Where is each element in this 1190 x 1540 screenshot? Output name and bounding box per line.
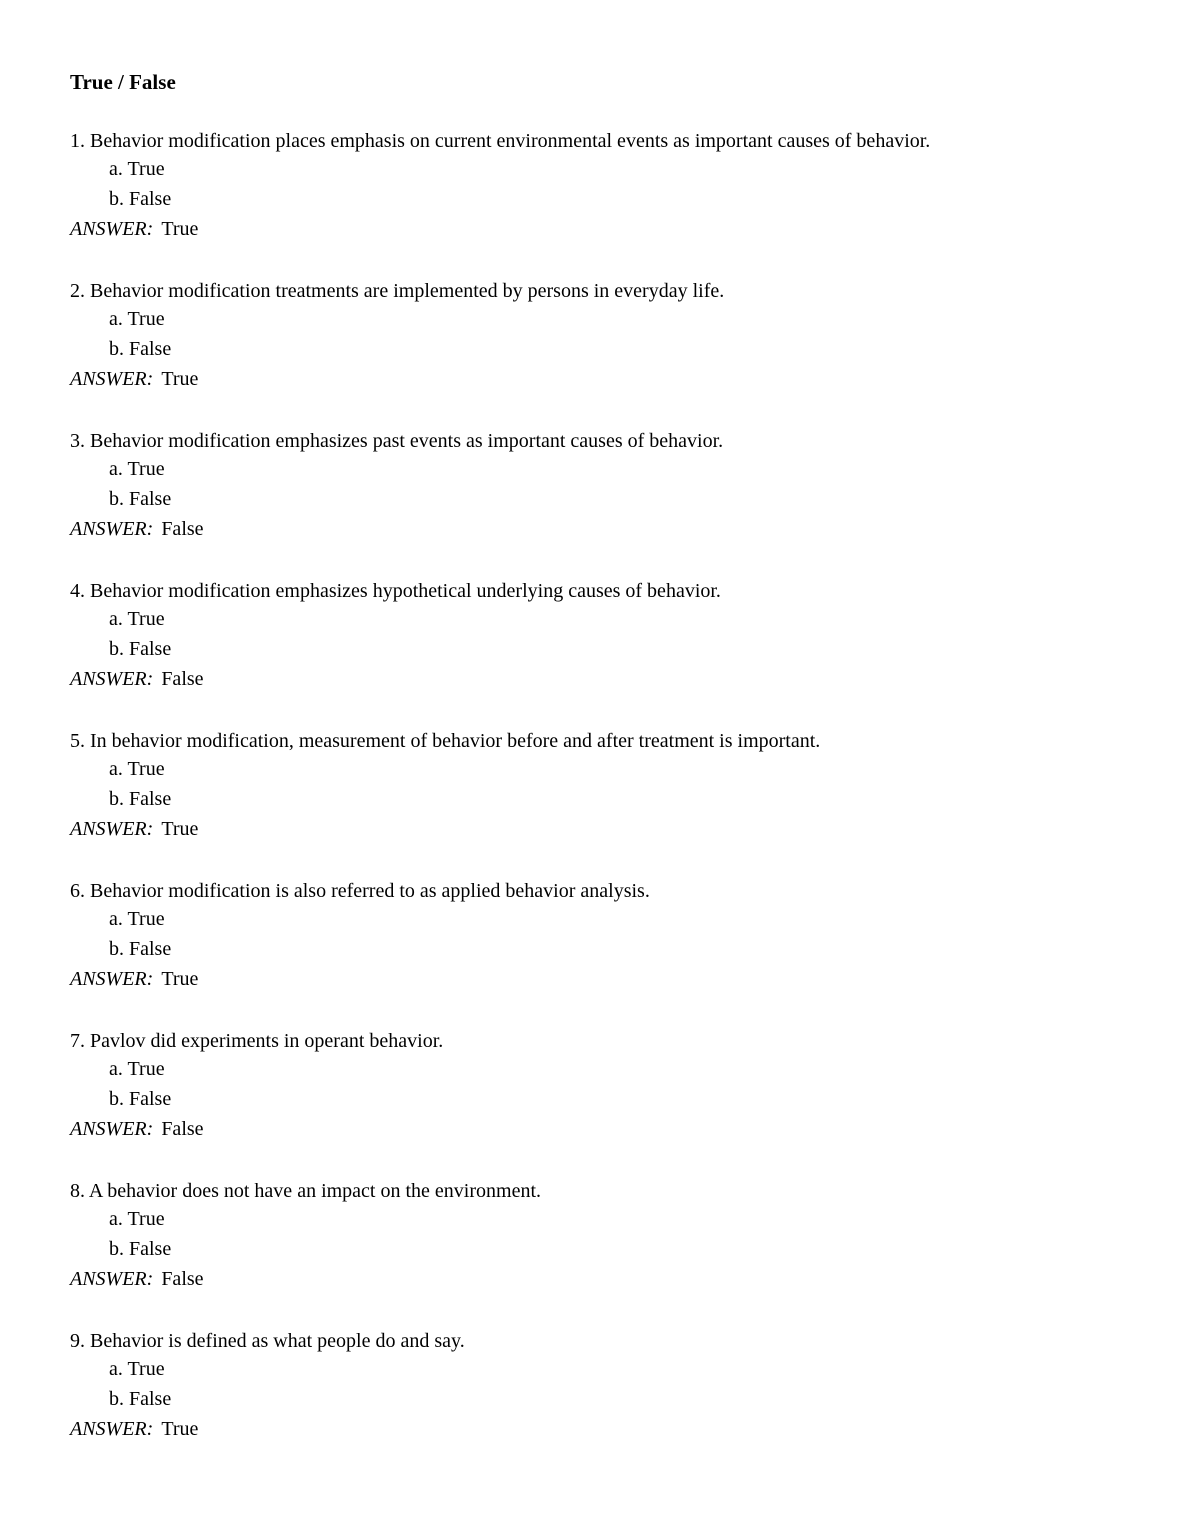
option-b: b. False bbox=[109, 1238, 172, 1260]
question-prompt: Behavior modification treatments are implemented by persons in everyday life. bbox=[90, 280, 725, 302]
question-2 bbox=[70, 277, 1150, 427]
question-text bbox=[70, 877, 1150, 905]
answer-label: ANSWER: bbox=[70, 818, 154, 840]
option-b: b. False bbox=[109, 1088, 172, 1110]
option-a: a. True bbox=[109, 458, 165, 480]
answer-label: ANSWER: bbox=[70, 968, 154, 990]
question-text bbox=[70, 1327, 1150, 1355]
option-b: b. False bbox=[109, 488, 172, 510]
question-text bbox=[70, 577, 1150, 605]
question-text bbox=[70, 1027, 1150, 1055]
answer-line bbox=[70, 215, 1150, 245]
question-prompt: Behavior modification is also referred to as applied behavior analysis. bbox=[90, 880, 650, 902]
answer-line bbox=[70, 965, 1150, 995]
answer-line bbox=[70, 1265, 1150, 1295]
answer-label: ANSWER: bbox=[70, 1418, 154, 1440]
question-number: 1. bbox=[70, 130, 85, 152]
question-number: 9. bbox=[70, 1330, 85, 1352]
answer-line bbox=[70, 365, 1150, 395]
option-a: a. True bbox=[109, 158, 165, 180]
option-a: a. True bbox=[109, 608, 165, 630]
option-b: b. False bbox=[109, 1388, 172, 1410]
question-5 bbox=[70, 727, 1150, 877]
question-number: 2. bbox=[70, 280, 85, 302]
answer-value: True bbox=[161, 368, 199, 390]
answer-line bbox=[70, 815, 1150, 845]
question-prompt: Behavior is defined as what people do and say. bbox=[90, 1330, 465, 1352]
question-7 bbox=[70, 1027, 1150, 1177]
option-a: a. True bbox=[109, 1058, 165, 1080]
question-3 bbox=[70, 427, 1150, 577]
question-4 bbox=[70, 577, 1150, 727]
answer-label: ANSWER: bbox=[70, 1118, 154, 1140]
question-number: 8. bbox=[70, 1180, 85, 1202]
answer-value: True bbox=[161, 1418, 199, 1440]
answer-label: ANSWER: bbox=[70, 368, 154, 390]
answer-label: ANSWER: bbox=[70, 518, 154, 540]
question-8 bbox=[70, 1177, 1150, 1327]
option-b: b. False bbox=[109, 938, 172, 960]
question-1 bbox=[70, 127, 1150, 277]
question-text bbox=[70, 727, 1150, 755]
question-number: 7. bbox=[70, 1030, 85, 1052]
question-6 bbox=[70, 877, 1150, 1027]
question-number: 3. bbox=[70, 430, 85, 452]
option-b: b. False bbox=[109, 338, 172, 360]
answer-label: ANSWER: bbox=[70, 1268, 154, 1290]
option-a: a. True bbox=[109, 308, 165, 330]
option-a: a. True bbox=[109, 1208, 165, 1230]
answer-value: True bbox=[161, 218, 199, 240]
question-prompt: Behavior modification places emphasis on current environmental events as important causes of behavior. bbox=[90, 130, 931, 152]
option-b: b. False bbox=[109, 788, 172, 810]
answer-label: ANSWER: bbox=[70, 668, 154, 690]
answer-value: False bbox=[161, 518, 204, 540]
question-prompt: A behavior does not have an impact on the environment. bbox=[88, 1180, 542, 1202]
answer-label: ANSWER: bbox=[70, 218, 154, 240]
answer-value: False bbox=[161, 668, 204, 690]
question-prompt: Behavior modification emphasizes past events as important causes of behavior. bbox=[90, 430, 724, 452]
question-number: 5. bbox=[70, 730, 85, 752]
option-a: a. True bbox=[109, 908, 165, 930]
section-title: True / False bbox=[70, 70, 176, 94]
option-a: a. True bbox=[109, 1358, 165, 1380]
option-b: b. False bbox=[109, 638, 172, 660]
option-b: b. False bbox=[109, 188, 172, 210]
question-text bbox=[70, 1177, 1150, 1205]
question-9 bbox=[70, 1327, 1150, 1477]
question-number: 6. bbox=[70, 880, 85, 902]
answer-value: True bbox=[161, 818, 199, 840]
answer-line bbox=[70, 1415, 1150, 1445]
question-text bbox=[70, 427, 1150, 455]
answer-value: False bbox=[161, 1118, 204, 1140]
option-a: a. True bbox=[109, 758, 165, 780]
question-prompt: Pavlov did experiments in operant behavior. bbox=[90, 1030, 444, 1052]
question-number: 4. bbox=[70, 580, 85, 602]
answer-value: False bbox=[161, 1268, 204, 1290]
answer-value: True bbox=[161, 968, 199, 990]
question-prompt: Behavior modification emphasizes hypothetical underlying causes of behavior. bbox=[90, 580, 721, 602]
answer-line bbox=[70, 1115, 1150, 1145]
question-text bbox=[70, 277, 1150, 305]
document-page bbox=[70, 68, 1150, 1477]
question-prompt: In behavior modification, measurement of behavior before and after treatment is important. bbox=[90, 730, 821, 752]
question-text bbox=[70, 127, 1150, 155]
answer-line bbox=[70, 515, 1150, 545]
answer-line bbox=[70, 665, 1150, 695]
